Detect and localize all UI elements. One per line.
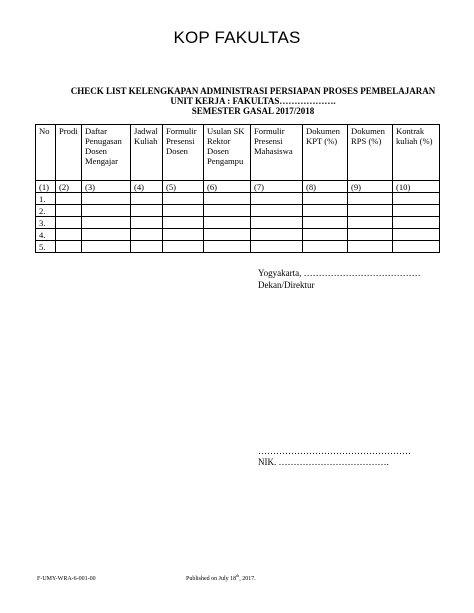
empty-cell[interactable] xyxy=(131,241,163,253)
empty-cell[interactable] xyxy=(251,217,303,229)
empty-cell[interactable] xyxy=(303,229,348,241)
checklist-table xyxy=(35,124,440,253)
row-number: 4. xyxy=(36,229,56,241)
empty-cell[interactable] xyxy=(163,193,204,205)
empty-cell[interactable] xyxy=(204,241,251,253)
document-title xyxy=(40,86,466,116)
column-number-cell: (9) xyxy=(348,181,393,193)
empty-cell[interactable] xyxy=(82,229,131,241)
empty-cell[interactable] xyxy=(163,205,204,217)
signature-nik: NIK. ………………………………. xyxy=(258,457,389,467)
column-number-cell: (10) xyxy=(393,181,440,193)
empty-cell[interactable] xyxy=(251,205,303,217)
header-cell: Formulir Presensi Dosen xyxy=(163,125,204,181)
empty-cell[interactable] xyxy=(303,241,348,253)
empty-cell[interactable] xyxy=(163,217,204,229)
empty-cell[interactable] xyxy=(56,217,82,229)
header-cell: Kontrak kuliah (%) xyxy=(393,125,440,181)
header-cell: Formulir Presensi Mahasiswa xyxy=(251,125,303,181)
header-cell: Jadwal Kuliah xyxy=(131,125,163,181)
header-cell: Prodi xyxy=(56,125,82,181)
published-prefix: Published on July 18 xyxy=(186,576,237,582)
row-number: 2. xyxy=(36,205,56,217)
header-cell: No xyxy=(36,125,56,181)
column-number-cell: (2) xyxy=(56,181,82,193)
column-number-cell: (5) xyxy=(163,181,204,193)
column-number-cell: (6) xyxy=(204,181,251,193)
published-year: , 2017. xyxy=(239,576,256,582)
empty-cell[interactable] xyxy=(204,217,251,229)
empty-cell[interactable] xyxy=(82,193,131,205)
header-cell: Usulan SK Rektor Dosen Pengampu xyxy=(204,125,251,181)
form-code: F-UMY-WRA-6-001-00 xyxy=(37,576,96,582)
table-row xyxy=(36,205,440,217)
empty-cell[interactable] xyxy=(204,229,251,241)
table-header-row xyxy=(36,125,440,181)
header-cell: Daftar Penugasan Dosen Mengajar xyxy=(82,125,131,181)
empty-cell[interactable] xyxy=(393,205,440,217)
empty-cell[interactable] xyxy=(204,193,251,205)
empty-cell[interactable] xyxy=(348,193,393,205)
column-number-cell: (1) xyxy=(36,181,56,193)
empty-cell[interactable] xyxy=(56,241,82,253)
signature-place-date: Yogyakarta, ………………………………… xyxy=(258,268,421,278)
empty-cell[interactable] xyxy=(131,229,163,241)
empty-cell[interactable] xyxy=(131,217,163,229)
column-number-cell: (3) xyxy=(82,181,131,193)
row-number: 1. xyxy=(36,193,56,205)
empty-cell[interactable] xyxy=(393,241,440,253)
title-line-2: UNIT KERJA : FAKULTAS………………. xyxy=(170,96,336,106)
empty-cell[interactable] xyxy=(56,193,82,205)
empty-cell[interactable] xyxy=(82,205,131,217)
empty-cell[interactable] xyxy=(393,193,440,205)
title-line-1: CHECK LIST KELENGKAPAN ADMINISTRASI PERSIAPAN PROSES PEMBELAJARAN xyxy=(70,86,436,96)
table-row xyxy=(36,193,440,205)
empty-cell[interactable] xyxy=(82,217,131,229)
column-number-row xyxy=(36,181,440,193)
empty-cell[interactable] xyxy=(348,217,393,229)
column-number-cell: (8) xyxy=(303,181,348,193)
published-date xyxy=(186,573,256,582)
row-number: 3. xyxy=(36,217,56,229)
empty-cell[interactable] xyxy=(163,241,204,253)
row-number: 5. xyxy=(36,241,56,253)
empty-cell[interactable] xyxy=(348,229,393,241)
empty-cell[interactable] xyxy=(251,193,303,205)
header-cell: Dokumen RPS (%) xyxy=(348,125,393,181)
empty-cell[interactable] xyxy=(56,205,82,217)
empty-cell[interactable] xyxy=(251,229,303,241)
table-row xyxy=(36,229,440,241)
empty-cell[interactable] xyxy=(56,229,82,241)
empty-cell[interactable] xyxy=(393,229,440,241)
column-number-cell: (7) xyxy=(251,181,303,193)
signature-name-line: …………………………………………… xyxy=(258,446,411,456)
column-number-cell: (4) xyxy=(131,181,163,193)
signature-position: Dekan/Direktur xyxy=(258,280,315,290)
empty-cell[interactable] xyxy=(251,241,303,253)
table-row xyxy=(36,241,440,253)
empty-cell[interactable] xyxy=(204,205,251,217)
table-row xyxy=(36,217,440,229)
empty-cell[interactable] xyxy=(131,193,163,205)
empty-cell[interactable] xyxy=(348,205,393,217)
header-cell: Dokumen KPT (%) xyxy=(303,125,348,181)
title-line-3: SEMESTER GASAL 2017/2018 xyxy=(191,106,315,116)
empty-cell[interactable] xyxy=(303,205,348,217)
empty-cell[interactable] xyxy=(393,217,440,229)
empty-cell[interactable] xyxy=(131,205,163,217)
empty-cell[interactable] xyxy=(82,241,131,253)
empty-cell[interactable] xyxy=(163,229,204,241)
empty-cell[interactable] xyxy=(303,193,348,205)
published-suffix-ordinal: th xyxy=(236,573,240,578)
empty-cell[interactable] xyxy=(348,241,393,253)
letterhead-placeholder: KOP FAKULTAS xyxy=(173,28,301,47)
empty-cell[interactable] xyxy=(303,217,348,229)
